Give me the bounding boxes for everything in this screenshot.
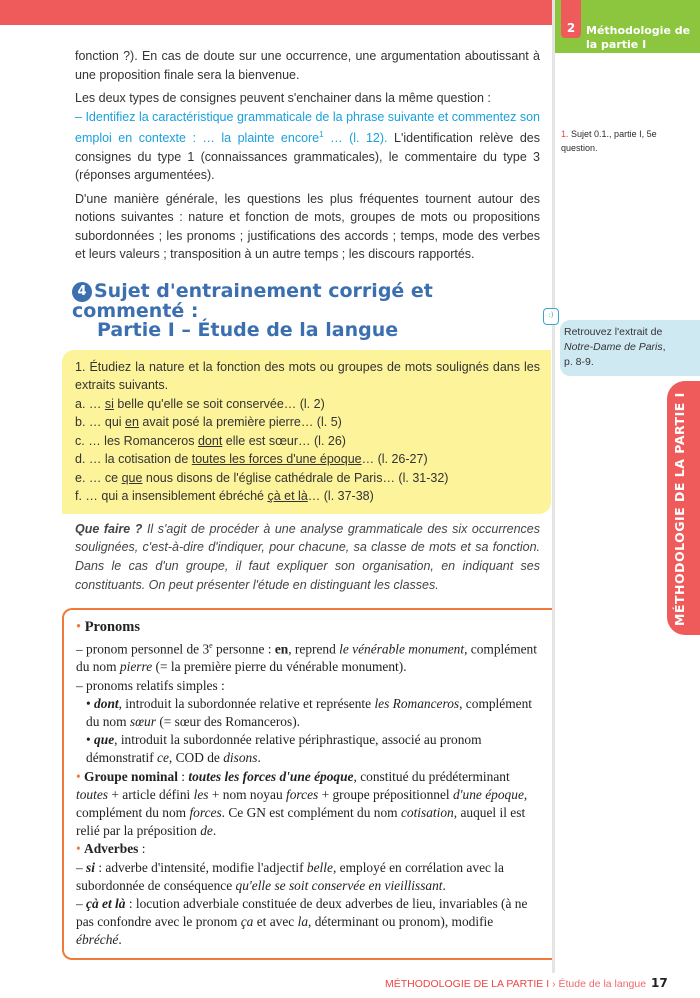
text-run: … (l. 37-38) (307, 489, 374, 504)
extract-note-line: Retrouvez l'extrait de (564, 326, 663, 338)
text-run: a. (75, 396, 86, 411)
text-run: … (l. 12). (323, 131, 388, 146)
text-run: de (200, 823, 213, 839)
chapter-title: Méthodologie de la partie I (586, 24, 691, 51)
text-run: si (86, 859, 95, 875)
answer-line (76, 677, 542, 695)
answer-line (76, 895, 542, 950)
footer-separator: › (549, 977, 559, 990)
question-box (62, 350, 551, 514)
side-tab-label: MÉTHODOLOGIE DE LA PARTIE I (672, 392, 687, 626)
text-run: Les deux types de consignes peuvent s'enchainer dans la même question : (75, 91, 491, 105)
text-run: … la cotisation de (85, 452, 192, 467)
text-run: les (193, 786, 209, 802)
text-run: : adverbe d'intensité, modifie l'adjectif (94, 859, 307, 875)
text-run: L'identification relève des consignes du type 1 (connaissances grammaticales), le commentaire du type 3 (réponses argumentées). (75, 131, 541, 183)
text-run: toutes (76, 786, 108, 802)
answer-box (62, 608, 552, 959)
text-run: … les Romanceros (84, 433, 198, 448)
text-run: – pronoms relatifs simples : (76, 677, 225, 693)
text-run: belle qu'elle se soit conservée… (l. 2) (113, 396, 325, 411)
text-run: – (76, 895, 87, 911)
footnote-number: 1. (561, 129, 569, 139)
answer-line (76, 731, 542, 767)
text-run: fonction ?). En cas de doute sur une occurrence, une argumentation aboutissant à une proposition finale sera la bienvenue. (75, 49, 540, 82)
section-heading (72, 279, 551, 341)
text-run: forces (189, 804, 222, 820)
question-item (75, 487, 540, 506)
text-run: … qui a insensiblement ébréché (81, 489, 268, 504)
text-run: , constitué du prédéterminant (353, 768, 510, 784)
section-title-line1: Sujet d'entrainement corrigé et commenté : (72, 279, 433, 322)
answer-line (76, 695, 542, 731)
text-run: le vénérable monument (339, 641, 465, 657)
page-footer (62, 976, 700, 998)
text-run: … (85, 396, 105, 411)
paragraph (75, 190, 540, 264)
text-run: , employé en corrélation avec la subordonnée de conséquence (76, 859, 504, 893)
text-run: belle (306, 859, 333, 875)
text-run: – pronom personnel de 3 (76, 641, 210, 657)
text-run: les Romanceros (374, 695, 460, 711)
question-prompt: 1. Étudiez la nature et la fonction des mots ou groupes de mots soulignés dans les extraits suivants. (75, 359, 540, 393)
text-run: , introduit la subordonnée relative périphrastique, associé au pronom démonstratif (86, 732, 482, 766)
text-run: disons (223, 750, 258, 766)
text-run: d'une époque (452, 786, 524, 802)
extract-note: Retrouvez l'extrait de Notre-Dame de Paris, p. 8-9. (560, 320, 700, 376)
text-run: en (125, 415, 139, 430)
text-run: Il s'agit de procéder à une analyse grammaticale des six occurrences soulignées, c'est-à-dire d'indiquer, pour chacune, sa classe de mots et sa fonction. Dans le cas d'un groupe, il faut expliquer son organisation, en indiquant ses constituants. On peut présenter l'étude en distinguant les classes. (75, 521, 540, 592)
answer-line (76, 859, 542, 895)
section-title-line2: Partie I – Étude de la langue (97, 318, 399, 341)
text-run: . (118, 932, 122, 948)
text-run: cotisation (400, 804, 454, 820)
text-run: qu'elle se soit conservée en vieillissant (235, 877, 443, 893)
answer-line (76, 618, 542, 636)
text-run: • (76, 841, 85, 857)
text-run: si (104, 396, 114, 411)
text-run: . Ce GN est complément du nom (221, 804, 401, 820)
text-run: , auquel il est relié par la préposition (76, 804, 526, 839)
text-run: çà et là (86, 895, 126, 911)
text-run: , complément du nom (76, 786, 528, 820)
text-run: • (76, 619, 85, 636)
text-run: 1 (319, 130, 324, 139)
text-run: forces (286, 786, 319, 802)
page-number: 17 (651, 975, 668, 990)
question-item (75, 432, 540, 451)
text-run: – Identifiez la caractéristique grammaticale de la phrase suivante et commentez son emploi en contexte : … la plainte encore (75, 109, 540, 146)
text-run: personne : (212, 641, 275, 657)
text-run: dont (197, 433, 223, 448)
text-run: ça (240, 914, 254, 930)
text-run: • (76, 768, 85, 784)
text-run: çà et là (267, 489, 308, 504)
text-run: + article défini (108, 786, 194, 802)
text-run: toutes les forces d'une époque (191, 452, 362, 467)
question-item (75, 395, 540, 414)
text-run: • (86, 732, 95, 748)
extract-note-title: Notre-Dame de Paris (564, 341, 663, 353)
text-run: : (177, 768, 189, 784)
text-run: Que faire ? (75, 521, 143, 536)
text-run: • (86, 695, 95, 711)
section-number: 4 (72, 282, 92, 302)
footer-subsection: Étude de la langue (558, 977, 647, 990)
text-run: . (442, 877, 446, 893)
text-run: e. (75, 470, 86, 485)
text-run: … ce (85, 470, 122, 485)
text-run: Pronoms (84, 619, 141, 636)
footnote (561, 127, 691, 155)
text-run: ébréché (76, 932, 119, 948)
extract-note-pages: p. 8-9. (564, 356, 594, 368)
text-run: d. (75, 452, 86, 467)
answer-line (76, 840, 542, 858)
text-run: D'une manière générale, les questions les plus fréquentes tournent autour des notions suivantes : nature et fonction de mots, groupes de mots ou propositions subordonnées ; les pronoms ; justifications des accords ; temps, mode des verbes et leurs valeurs ; transposition à un autre temps ; les discours rapportés. (75, 191, 540, 262)
text-run: b. (75, 415, 86, 430)
text-run: … (l. 26-27) (361, 452, 428, 467)
text-run: + groupe prépositionnel (318, 786, 453, 802)
text-run: que (121, 470, 143, 485)
side-tab[interactable] (667, 381, 700, 635)
text-run: avait posé la première pierre… (l. 5) (138, 415, 342, 430)
text-run: Adverbes (84, 841, 139, 857)
text-run: f. (75, 489, 82, 504)
text-run: toutes les forces d'une époque (188, 768, 354, 784)
answer-line (76, 768, 542, 841)
footer-section: MÉTHODOLOGIE DE LA PARTIE I (385, 977, 550, 990)
text-run: pierre (119, 659, 153, 675)
text-run: dont (94, 695, 119, 711)
answer-line (76, 637, 542, 677)
text-run: nous disons de l'église cathédrale de Paris… (l. 31-32) (142, 470, 449, 485)
text-run: , COD de (168, 750, 224, 766)
text-run: , introduit la subordonnée relative et représente (118, 695, 375, 711)
footer-breadcrumb (385, 978, 646, 990)
text-run: Groupe nominal (84, 768, 178, 784)
text-run: , complément du nom (86, 695, 532, 729)
chapter-number: 2 (561, 0, 581, 38)
text-run: en (274, 641, 289, 657)
text-run: : (138, 841, 146, 857)
speech-bubble-icon: :) (543, 308, 559, 325)
intro-text (62, 47, 540, 264)
text-run: . (212, 823, 217, 839)
question-item (75, 469, 540, 488)
question-item (75, 413, 540, 432)
text-run: + nom noyau (208, 786, 286, 802)
text-run: e (209, 640, 213, 650)
text-run: … qui (85, 415, 126, 430)
text-run: ce (157, 750, 169, 766)
text-run: (= la première pierre du vénérable monument). (152, 659, 407, 675)
text-run: – (76, 859, 87, 875)
question-item (75, 450, 540, 469)
margin-divider (552, 0, 555, 973)
text-run: elle est sœur… (l. 26) (222, 433, 346, 448)
text-run: , déterminant ou pronom), modifie (308, 914, 494, 930)
text-run: sœur (129, 713, 156, 729)
text-run: (= sœur des Romanceros). (155, 713, 300, 729)
text-run: la (297, 914, 309, 930)
text-run: : locution adverbiale constituée de deux adverbes de lieu, invariables (à ne pas confondre avec le pronom (76, 895, 528, 930)
text-run: , complément du nom (76, 641, 537, 675)
text-run: et avec (253, 914, 298, 930)
text-run: . (257, 750, 261, 766)
what-to-do (62, 520, 540, 595)
footnote-text: Sujet 0.1., partie I, 5e question. (561, 129, 657, 153)
text-run: , reprend (288, 641, 340, 657)
paragraph (75, 89, 540, 185)
top-color-bar (0, 0, 553, 25)
text-run: c. (75, 433, 85, 448)
text-run: que (94, 732, 115, 748)
paragraph (75, 47, 540, 84)
